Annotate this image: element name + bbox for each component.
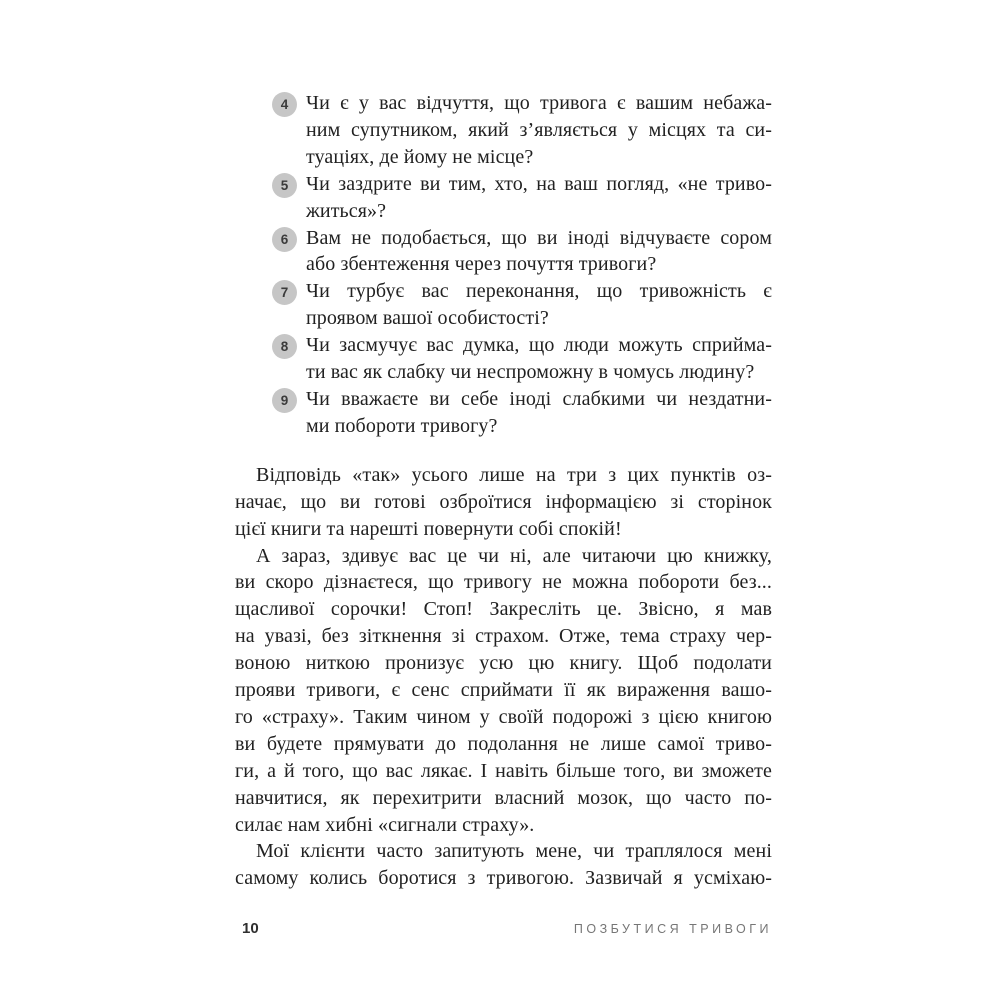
- list-item: [272, 332, 772, 386]
- text-line: Чи засмучує вас думка, що люди можуть сприйма-: [306, 334, 772, 357]
- paragraph: [235, 462, 772, 543]
- text-line: або збентеження через почуття тривоги?: [306, 253, 657, 276]
- body-paragraphs: [235, 462, 772, 893]
- paragraph: [235, 838, 772, 892]
- text-line: Мої клієнти часто запитують мене, чи траплялося мені: [256, 840, 772, 863]
- list-item: [272, 225, 772, 279]
- item-number-badge: 7: [272, 280, 297, 305]
- list-item: [272, 90, 772, 171]
- text-line: Чи заздрите ви тим, хто, на ваш погляд, «не триво-: [306, 172, 772, 195]
- text-line: самому колись боротися з тривогою. Зазвичай я усміхаю-: [235, 867, 772, 890]
- item-number-badge: 4: [272, 92, 297, 117]
- text-line: ним супутником, який з’являється у місцях та си-: [306, 118, 772, 141]
- text-line: ти вас як слабку чи неспроможну в чомусь людину?: [306, 361, 755, 384]
- page-number: 10: [242, 920, 259, 937]
- running-title: ПОЗБУТИСЯ ТРИВОГИ: [573, 922, 772, 936]
- list-item: [272, 278, 772, 332]
- text-line: ви скоро дізнаєтеся, що тривогу не можна побороти без...: [235, 571, 772, 594]
- item-number-badge: 5: [272, 173, 297, 198]
- text-line: житься»?: [306, 199, 387, 222]
- list-item: [272, 171, 772, 225]
- item-text: [306, 171, 772, 225]
- text-line: туаціях, де йому не місце?: [306, 145, 534, 168]
- question-list: [235, 90, 772, 440]
- item-number-badge: 6: [272, 227, 297, 252]
- text-line: начає, що ви готові озброїтися інформацією зі сторінок: [235, 490, 772, 513]
- text-line: Вам не подобається, що ви іноді відчуваєте сором: [306, 226, 772, 249]
- page-footer: [235, 920, 772, 937]
- text-line: ми побороти тривогу?: [306, 414, 498, 437]
- item-text: [306, 90, 772, 171]
- text-line: Чи турбує вас переконання, що тривожність є: [306, 280, 772, 303]
- item-text: [306, 386, 772, 440]
- paragraph: [235, 543, 772, 839]
- page-content: [235, 90, 772, 892]
- list-item: [272, 386, 772, 440]
- text-line: ви будете прямувати до подолання не лише самої триво-: [235, 732, 772, 755]
- item-text: [306, 332, 772, 386]
- item-number-badge: 9: [272, 388, 297, 413]
- text-line: го «страху». Таким чином у своїй подорожі з цією книгою: [235, 705, 772, 728]
- text-line: навчитися, як перехитрити власний мозок, що часто по-: [235, 786, 772, 809]
- text-line: цієї книги та нарешті повернути собі спокій!: [235, 517, 622, 540]
- text-line: Відповідь «так» усього лише на три з цих пунктів оз-: [256, 463, 772, 486]
- text-line: А зараз, здивує вас це чи ні, але читаючи цю книжку,: [256, 544, 772, 567]
- text-line: прояви тривоги, є сенс сприймати її як вираження вашо-: [235, 679, 772, 702]
- item-number-badge: 8: [272, 334, 297, 359]
- item-text: [306, 278, 772, 332]
- text-line: проявом вашої особистості?: [306, 307, 549, 330]
- text-line: Чи вважаєте ви себе іноді слабкими чи нездатни-: [306, 387, 772, 410]
- text-line: силає нам хибні «сигнали страху».: [235, 813, 535, 836]
- text-line: на увазі, без зіткнення зі страхом. Отже, тема страху чер-: [235, 625, 772, 648]
- text-line: Чи є у вас відчуття, що тривога є вашим небажа-: [306, 92, 772, 114]
- item-text: [306, 225, 772, 279]
- text-line: ги, а й того, що вас лякає. І навіть більше того, ви зможете: [235, 759, 772, 782]
- text-line: щасливої сорочки! Стоп! Закресліть це. Звісно, я мав: [235, 598, 772, 621]
- text-line: воною ниткою пронизує усю цю книгу. Щоб подолати: [235, 652, 772, 675]
